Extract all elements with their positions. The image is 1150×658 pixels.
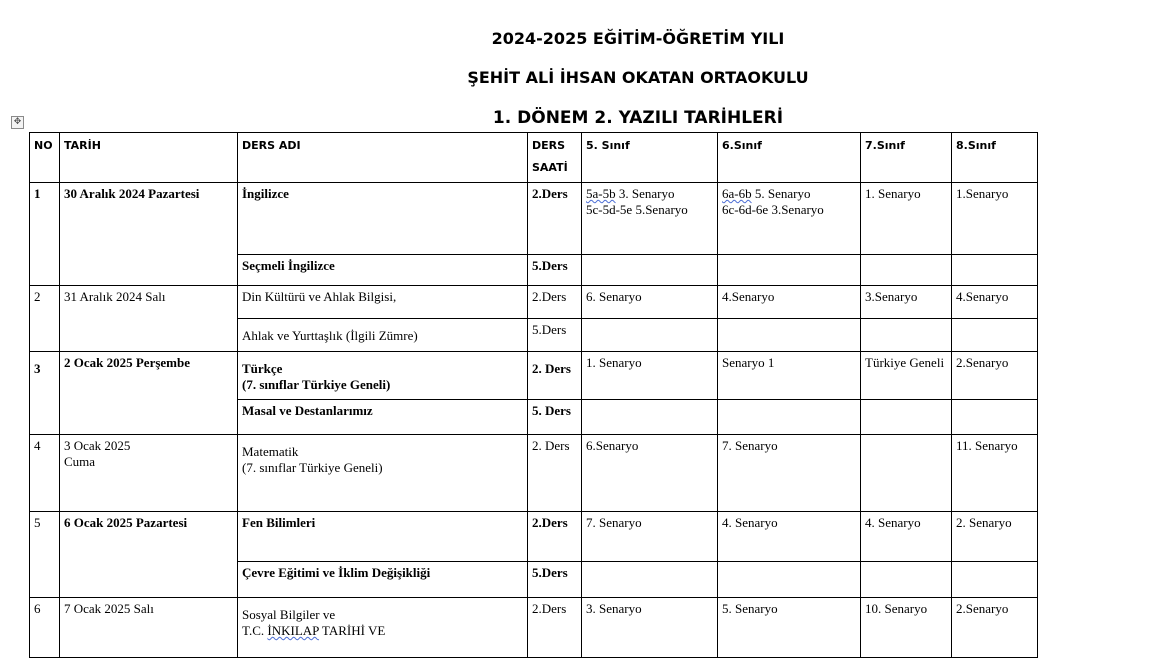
row1-s6: 6a-6b 5. Senaryo 6c-6d-6e 3.Senaryo <box>718 183 861 255</box>
row6-lesson: Sosyal Bilgiler ve T.C. İNKILAP TARİHİ VE <box>238 598 528 658</box>
row2-saat-a: 2.Ders <box>528 286 582 319</box>
table-row <box>30 435 1038 512</box>
row6-s7: 10. Senaryo <box>861 598 952 658</box>
table-row <box>30 286 1038 319</box>
row2-s7-b <box>861 319 952 352</box>
row2-s8-b <box>952 319 1038 352</box>
header-sinif6: 6.Sınıf <box>718 133 861 183</box>
table-move-handle-icon[interactable]: ✥ <box>11 116 24 129</box>
table-row <box>30 598 1038 658</box>
exam-schedule-table <box>29 132 1038 658</box>
row3-s5-b <box>582 400 718 435</box>
row2-s6: 4.Senaryo <box>718 286 861 319</box>
row1-s5-b <box>582 255 718 286</box>
row3-no: 3 <box>30 352 60 435</box>
row4-s6: 7. Senaryo <box>718 435 861 512</box>
row1-s7: 1. Senaryo <box>861 183 952 255</box>
header-sinif8: 8.Sınıf <box>952 133 1038 183</box>
row5-lesson-a: Fen Bilimleri <box>238 512 528 562</box>
row5-s6: 4. Senaryo <box>718 512 861 562</box>
table-header-row <box>30 133 1038 183</box>
row1-s8-b <box>952 255 1038 286</box>
row4-lesson: Matematik (7. sınıflar Türkiye Geneli) <box>238 435 528 512</box>
row3-s7: Türkiye Geneli <box>861 352 952 400</box>
row1-lesson-a: İngilizce <box>238 183 528 255</box>
row5-s7-b <box>861 562 952 598</box>
header-tarih: TARİH <box>60 133 238 183</box>
row4-s7 <box>861 435 952 512</box>
row3-s6: Senaryo 1 <box>718 352 861 400</box>
row1-no: 1 <box>30 183 60 286</box>
row3-s8-b <box>952 400 1038 435</box>
row6-saat: 2.Ders <box>528 598 582 658</box>
row5-s5-b <box>582 562 718 598</box>
row5-tarih: 6 Ocak 2025 Pazartesi <box>60 512 238 598</box>
row3-saat-a: 2. Ders <box>528 352 582 400</box>
row1-s5: 5a-5b 3. Senaryo 5c-5d-5e 5.Senaryo <box>582 183 718 255</box>
row2-saat-b: 5.Ders <box>528 319 582 352</box>
row5-saat-b: 5.Ders <box>528 562 582 598</box>
row6-s8: 2.Senaryo <box>952 598 1038 658</box>
row3-saat-b: 5. Ders <box>528 400 582 435</box>
header-no: NO <box>30 133 60 183</box>
row3-s6-b <box>718 400 861 435</box>
row5-s8-b <box>952 562 1038 598</box>
row6-no: 6 <box>30 598 60 658</box>
row4-no: 4 <box>30 435 60 512</box>
header-sinif7: 7.Sınıf <box>861 133 952 183</box>
row2-s5: 6. Senaryo <box>582 286 718 319</box>
row1-s7-b <box>861 255 952 286</box>
row2-lesson-a: Din Kültürü ve Ahlak Bilgisi, <box>238 286 528 319</box>
header-ders-saati: DERS SAATİ <box>528 133 582 183</box>
row3-s5: 1. Senaryo <box>582 352 718 400</box>
row6-s6: 5. Senaryo <box>718 598 861 658</box>
row1-lesson-b: Seçmeli İngilizce <box>238 255 528 286</box>
header-sinif5: 5. Sınıf <box>582 133 718 183</box>
row2-no: 2 <box>30 286 60 352</box>
row3-s7-b <box>861 400 952 435</box>
row5-no: 5 <box>30 512 60 598</box>
row5-lesson-b: Çevre Eğitimi ve İklim Değişikliği <box>238 562 528 598</box>
table-row <box>30 352 1038 400</box>
row3-s8: 2.Senaryo <box>952 352 1038 400</box>
row4-s5: 6.Senaryo <box>582 435 718 512</box>
row1-saat-a: 2.Ders <box>528 183 582 255</box>
row6-s5: 3. Senaryo <box>582 598 718 658</box>
row1-s6-b <box>718 255 861 286</box>
row5-s7: 4. Senaryo <box>861 512 952 562</box>
doc-title-year: 2024-2025 EĞİTİM-ÖĞRETİM YILI <box>491 29 785 48</box>
row5-s8: 2. Senaryo <box>952 512 1038 562</box>
row2-s7: 3.Senaryo <box>861 286 952 319</box>
row4-tarih: 3 Ocak 2025 Cuma <box>60 435 238 512</box>
row3-lesson-a: Türkçe (7. sınıflar Türkiye Geneli) <box>238 352 528 400</box>
doc-title-exam: 1. DÖNEM 2. YAZILI TARİHLERİ <box>492 108 784 128</box>
doc-title-school: ŞEHİT ALİ İHSAN OKATAN ORTAOKULU <box>467 68 809 87</box>
row2-tarih: 31 Aralık 2024 Salı <box>60 286 238 352</box>
row2-s8: 4.Senaryo <box>952 286 1038 319</box>
row5-s5: 7. Senaryo <box>582 512 718 562</box>
row3-tarih: 2 Ocak 2025 Perşembe <box>60 352 238 435</box>
row6-tarih: 7 Ocak 2025 Salı <box>60 598 238 658</box>
row4-s8: 11. Senaryo <box>952 435 1038 512</box>
row5-s6-b <box>718 562 861 598</box>
row1-saat-b: 5.Ders <box>528 255 582 286</box>
row2-lesson-b: Ahlak ve Yurttaşlık (İlgili Zümre) <box>238 319 528 352</box>
row3-lesson-b: Masal ve Destanlarımız <box>238 400 528 435</box>
row4-saat: 2. Ders <box>528 435 582 512</box>
row2-s5-b <box>582 319 718 352</box>
header-ders-adi: DERS ADI <box>238 133 528 183</box>
row1-s8: 1.Senaryo <box>952 183 1038 255</box>
row1-tarih: 30 Aralık 2024 Pazartesi <box>60 183 238 286</box>
row5-saat-a: 2.Ders <box>528 512 582 562</box>
table-row <box>30 183 1038 255</box>
table-row <box>30 512 1038 562</box>
row2-s6-b <box>718 319 861 352</box>
